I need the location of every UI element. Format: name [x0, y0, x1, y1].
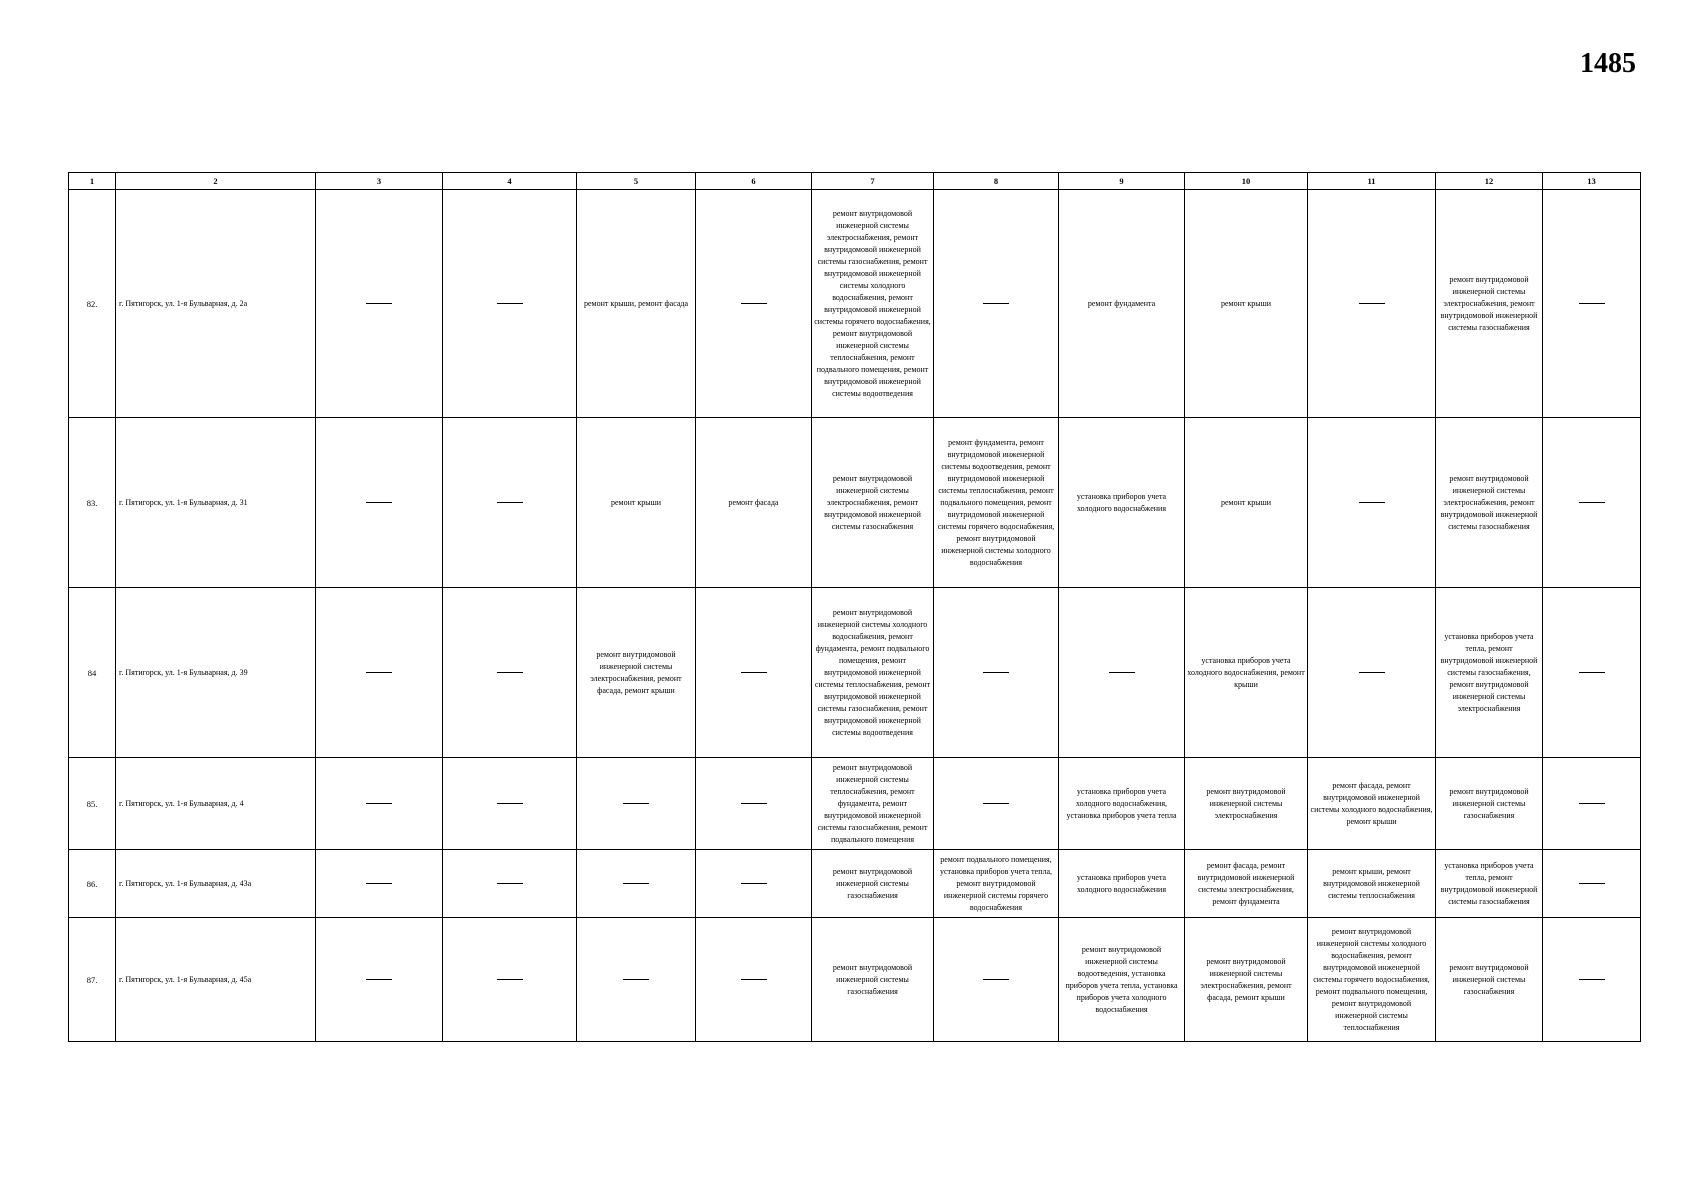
column-header: 5 — [577, 173, 696, 190]
table-cell: ремонт внутридомовой инженерной системы теплоснабжения, ремонт фундамента, ремонт внутридомовой инженерной системы газоснабжения, ремонт подвального помещения — [812, 758, 934, 850]
row-number: 83. — [69, 418, 116, 588]
empty-dash — [623, 803, 649, 804]
table-cell: ремонт внутридомовой инженерной системы электроснабжения — [1185, 758, 1308, 850]
repair-schedule-table — [68, 172, 1641, 1042]
address-cell: г. Пятигорск, ул. 1-я Бульварная, д. 45а — [116, 918, 316, 1042]
column-header: 2 — [116, 173, 316, 190]
empty-dash — [623, 883, 649, 884]
empty-dash — [366, 883, 392, 884]
table-cell — [1543, 190, 1641, 418]
table-row — [69, 758, 1641, 850]
table-cell — [443, 190, 577, 418]
table-cell — [1543, 758, 1641, 850]
table-cell — [934, 190, 1059, 418]
empty-dash — [1579, 303, 1605, 304]
table-cell — [934, 918, 1059, 1042]
empty-dash — [1579, 883, 1605, 884]
table-cell: ремонт крыши — [1185, 418, 1308, 588]
table-cell — [934, 588, 1059, 758]
table-cell: установка приборов учета тепла, ремонт внутридомовой инженерной системы газоснабжения, ремонт внутридомовой инженерной системы электроснабжения — [1436, 588, 1543, 758]
table-cell: ремонт фундамента, ремонт внутридомовой инженерной системы водоотведения, ремонт внутридомовой инженерной системы теплоснабжения, ремонт подвального помещения, ремонт внутридомовой инженерной системы горячего водоснабжения, ремонт внутридомовой инженерной системы холодного водоснабжения — [934, 418, 1059, 588]
table-cell — [316, 918, 443, 1042]
table-cell: установка приборов учета холодного водоснабжения — [1059, 418, 1185, 588]
table-cell — [443, 418, 577, 588]
table-cell: ремонт внутридомовой инженерной системы газоснабжения — [1436, 758, 1543, 850]
empty-dash — [366, 979, 392, 980]
empty-dash — [1579, 979, 1605, 980]
empty-dash — [741, 303, 767, 304]
table-cell: ремонт внутридомовой инженерной системы электроснабжения, ремонт фасада, ремонт крыши — [577, 588, 696, 758]
empty-dash — [366, 502, 392, 503]
empty-dash — [983, 303, 1009, 304]
empty-dash — [983, 672, 1009, 673]
table-cell: ремонт внутридомовой инженерной системы электроснабжения, ремонт внутридомовой инженерной системы газоснабжения — [1436, 190, 1543, 418]
table-cell: установка приборов учета холодного водоснабжения — [1059, 850, 1185, 918]
empty-dash — [741, 979, 767, 980]
column-header: 13 — [1543, 173, 1641, 190]
empty-dash — [1579, 502, 1605, 503]
address-cell: г. Пятигорск, ул. 1-я Бульварная, д. 43а — [116, 850, 316, 918]
empty-dash — [366, 672, 392, 673]
address-cell: г. Пятигорск, ул. 1-я Бульварная, д. 31 — [116, 418, 316, 588]
table-cell — [1543, 418, 1641, 588]
table-cell — [1308, 190, 1436, 418]
table-cell: ремонт крыши, ремонт внутридомовой инженерной системы теплоснабжения — [1308, 850, 1436, 918]
empty-dash — [1579, 672, 1605, 673]
table-cell: ремонт внутридомовой инженерной системы электроснабжения, ремонт внутридомовой инженерной системы газоснабжения, ремонт внутридомовой инженерной системы холодного водоснабжения, ремонт внутридомовой инженерной системы горячего водоснабжения, ремонт внутридомовой инженерной системы теплоснабжения, ремонт подвального помещения, ремонт внутридомовой инженерной системы водоотведения — [812, 190, 934, 418]
table-cell: ремонт крыши, ремонт фасада — [577, 190, 696, 418]
row-number: 87. — [69, 918, 116, 1042]
table-cell — [316, 758, 443, 850]
table-cell: ремонт внутридомовой инженерной системы водоотведения, установка приборов учета тепла, установка приборов учета холодного водоснабжения — [1059, 918, 1185, 1042]
table-cell — [1308, 588, 1436, 758]
column-header: 4 — [443, 173, 577, 190]
table-cell — [316, 190, 443, 418]
empty-dash — [497, 803, 523, 804]
table-cell — [443, 588, 577, 758]
column-header: 7 — [812, 173, 934, 190]
table-cell: ремонт фасада, ремонт внутридомовой инженерной системы холодного водоснабжения, ремонт крыши — [1308, 758, 1436, 850]
table-cell — [696, 918, 812, 1042]
empty-dash — [623, 979, 649, 980]
column-header: 11 — [1308, 173, 1436, 190]
table-row — [69, 418, 1641, 588]
table-row — [69, 190, 1641, 418]
table-cell — [1543, 588, 1641, 758]
address-cell: г. Пятигорск, ул. 1-я Бульварная, д. 4 — [116, 758, 316, 850]
table-cell — [1543, 918, 1641, 1042]
table-cell — [443, 850, 577, 918]
table-cell: ремонт внутридомовой инженерной системы газоснабжения — [812, 918, 934, 1042]
table-cell: ремонт внутридомовой инженерной системы электроснабжения, ремонт внутридомовой инженерной системы газоснабжения — [1436, 418, 1543, 588]
table-cell: ремонт фасада — [696, 418, 812, 588]
table-cell — [316, 588, 443, 758]
empty-dash — [497, 672, 523, 673]
table-cell — [696, 850, 812, 918]
table-cell: ремонт подвального помещения, установка приборов учета тепла, ремонт внутридомовой инженерной системы горячего водоснабжения — [934, 850, 1059, 918]
empty-dash — [1579, 803, 1605, 804]
empty-dash — [1359, 672, 1385, 673]
table-cell — [443, 758, 577, 850]
empty-dash — [983, 979, 1009, 980]
empty-dash — [1359, 502, 1385, 503]
empty-dash — [1109, 672, 1135, 673]
table-cell — [696, 588, 812, 758]
empty-dash — [497, 303, 523, 304]
table-cell — [696, 758, 812, 850]
table-cell: ремонт внутридомовой инженерной системы холодного водоснабжения, ремонт фундамента, ремонт подвального помещения, ремонт внутридомовой инженерной системы теплоснабжения, ремонт внутридомовой инженерной системы газоснабжения, ремонт внутридомовой инженерной системы водоотведения — [812, 588, 934, 758]
empty-dash — [741, 883, 767, 884]
table-cell — [316, 418, 443, 588]
table-cell: ремонт внутридомовой инженерной системы газоснабжения — [812, 850, 934, 918]
row-number: 86. — [69, 850, 116, 918]
table-row — [69, 850, 1641, 918]
row-number: 82. — [69, 190, 116, 418]
column-header: 6 — [696, 173, 812, 190]
table-cell — [577, 918, 696, 1042]
table-header-row — [69, 173, 1641, 190]
table-cell: ремонт крыши — [577, 418, 696, 588]
column-header: 1 — [69, 173, 116, 190]
address-cell: г. Пятигорск, ул. 1-я Бульварная, д. 2а — [116, 190, 316, 418]
table-cell — [1308, 418, 1436, 588]
table-row — [69, 918, 1641, 1042]
table-row — [69, 588, 1641, 758]
page-number: 1485 — [1580, 48, 1636, 79]
table-cell: ремонт внутридомовой инженерной системы электроснабжения, ремонт фасада, ремонт крыши — [1185, 918, 1308, 1042]
row-number: 84 — [69, 588, 116, 758]
empty-dash — [497, 979, 523, 980]
table-cell — [577, 758, 696, 850]
column-header: 3 — [316, 173, 443, 190]
table-cell: установка приборов учета холодного водоснабжения, ремонт крыши — [1185, 588, 1308, 758]
empty-dash — [366, 803, 392, 804]
column-header: 8 — [934, 173, 1059, 190]
table-cell: ремонт внутридомовой инженерной системы газоснабжения — [1436, 918, 1543, 1042]
empty-dash — [741, 803, 767, 804]
empty-dash — [983, 803, 1009, 804]
table-cell — [316, 850, 443, 918]
table-cell: ремонт крыши — [1185, 190, 1308, 418]
empty-dash — [741, 672, 767, 673]
table-cell — [934, 758, 1059, 850]
column-header: 9 — [1059, 173, 1185, 190]
table-cell: ремонт внутридомовой инженерной системы холодного водоснабжения, ремонт внутридомовой инженерной системы горячего водоснабжения, ремонт подвального помещения, ремонт внутридомовой инженерной системы теплоснабжения — [1308, 918, 1436, 1042]
table-cell — [1543, 850, 1641, 918]
table-cell: установка приборов учета тепла, ремонт внутридомовой инженерной системы газоснабжения — [1436, 850, 1543, 918]
table-cell — [1059, 588, 1185, 758]
empty-dash — [497, 502, 523, 503]
table-cell: ремонт фасада, ремонт внутридомовой инженерной системы электроснабжения, ремонт фундамента — [1185, 850, 1308, 918]
table-cell: установка приборов учета холодного водоснабжения, установка приборов учета тепла — [1059, 758, 1185, 850]
row-number: 85. — [69, 758, 116, 850]
empty-dash — [366, 303, 392, 304]
address-cell: г. Пятигорск, ул. 1-я Бульварная, д. 39 — [116, 588, 316, 758]
table-cell — [696, 190, 812, 418]
table-cell: ремонт внутридомовой инженерной системы электроснабжения, ремонт внутридомовой инженерной системы газоснабжения — [812, 418, 934, 588]
empty-dash — [497, 883, 523, 884]
table-cell: ремонт фундамента — [1059, 190, 1185, 418]
table-cell — [577, 850, 696, 918]
empty-dash — [1359, 303, 1385, 304]
column-header: 10 — [1185, 173, 1308, 190]
table-cell — [443, 918, 577, 1042]
column-header: 12 — [1436, 173, 1543, 190]
